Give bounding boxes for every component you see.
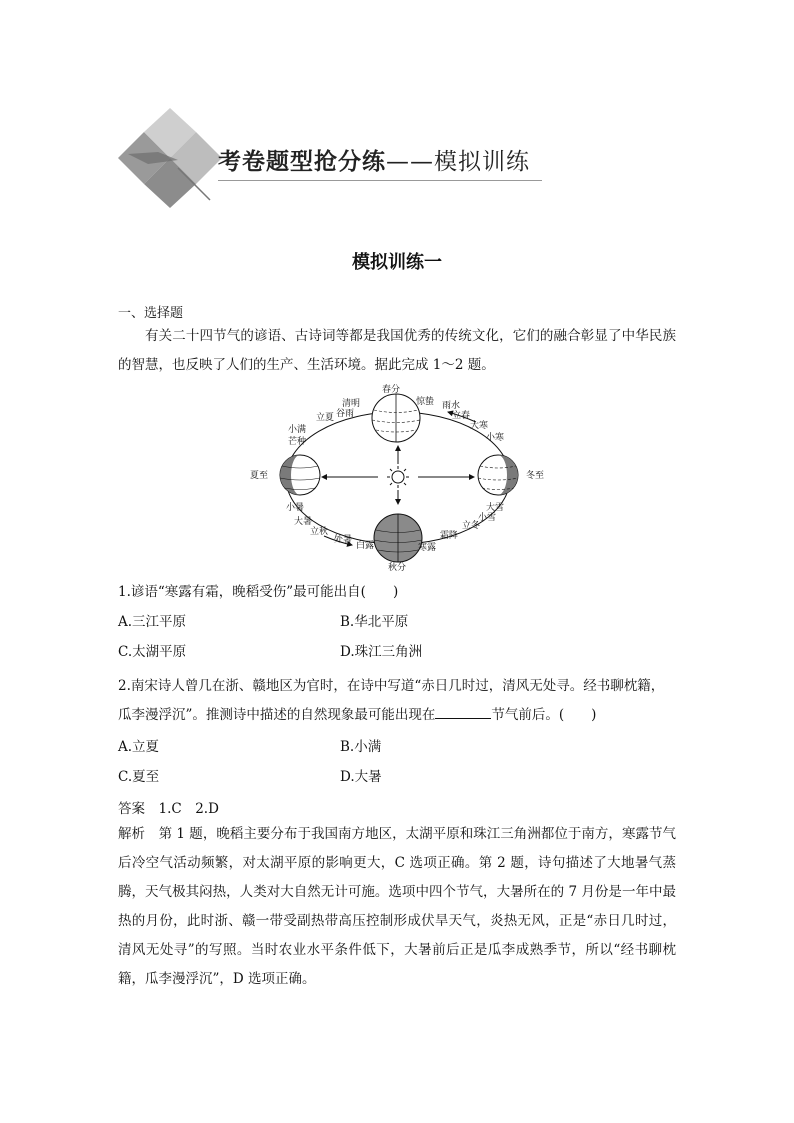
analysis-paragraph bbox=[118, 820, 676, 994]
term-xiaohan: 小寒 bbox=[486, 433, 505, 443]
term-xiaoshu: 小暑 bbox=[286, 503, 305, 513]
term-dongzhi: 冬至 bbox=[526, 471, 545, 481]
q2-stem-line2-a: 瓜李漫浮沉”。推测诗中描述的自然现象最可能出现在 bbox=[118, 707, 436, 723]
answer-label: 答案 bbox=[118, 801, 145, 817]
q1-stem: 1.谚语“寒露有霜，晚稻受伤”最可能出自( ) bbox=[118, 584, 399, 600]
earth-spring-equinox bbox=[372, 394, 420, 442]
term-chunfen: 春分 bbox=[382, 385, 401, 395]
intro-paragraph: 有关二十四节气的谚语、古诗词等都是我国优秀的传统文化，它们的融合彰显了中华民族的智慧，也反映了人们的生产、生活环境。据此完成 1～2 题。 bbox=[118, 328, 676, 373]
section-heading: 一、选择题 bbox=[118, 306, 184, 321]
q1-option-c[interactable]: C.太湖平原 bbox=[118, 644, 187, 660]
q1-option-a[interactable]: A.三江平原 bbox=[118, 614, 187, 630]
term-xiazhi: 夏至 bbox=[250, 471, 269, 481]
term-xiaoxue: 小雪 bbox=[478, 513, 497, 523]
earth-winter-solstice bbox=[478, 455, 518, 495]
term-qiufen: 秋分 bbox=[388, 563, 407, 572]
term-liqiu: 立秋 bbox=[310, 527, 329, 537]
term-shuangjiang: 霜降 bbox=[440, 531, 459, 541]
term-lichun: 立春 bbox=[452, 411, 471, 421]
q2-answer-blank bbox=[435, 704, 491, 719]
banner-title-light: 模拟训练 bbox=[434, 149, 530, 175]
solar-terms-orbit-diagram bbox=[240, 380, 560, 572]
analysis-text: 第 1 题，晚稻主要分布于我国南方地区，太湖平原和珠江三角洲都位于南方，寒露节气后冷空气活动频繁，对太湖平原的影响更大，C 选项正确。第 2 题，诗句描述了大地暑气蒸腾，天气极其闷热，人类对大自然无计可施。选项中四个节气，大暑所在的 7 月份是一年中最热的月份，此时浙、赣一带受副热带高压控制形成伏旱天气，炎热无风，正是“赤日几时过，清风无处寻”的写照。当时农业水平条件低下，大暑前后正是瓜李成熟季节，所以“经书聊枕籍，瓜李漫浮沉”，D 选项正确。 bbox=[118, 826, 677, 987]
q2-option-a[interactable]: A.立夏 bbox=[118, 739, 160, 755]
term-dashu: 大暑 bbox=[294, 517, 313, 527]
q2-option-d[interactable]: D.大暑 bbox=[340, 769, 382, 785]
term-lidong: 立冬 bbox=[462, 521, 481, 531]
term-xiaoman: 小满 bbox=[288, 425, 307, 435]
term-hanlu: 寒露 bbox=[418, 543, 437, 553]
q1-option-b[interactable]: B.华北平原 bbox=[340, 614, 409, 630]
earth-autumn-equinox bbox=[374, 514, 422, 562]
banner-decoration bbox=[118, 108, 228, 208]
q2-stem-line1: 2.南宋诗人曾几在浙、赣地区为官时，在诗中写道“赤日几时过，清风无处寻。经书聊枕籍， bbox=[118, 678, 665, 694]
term-dahan: 大寒 bbox=[470, 421, 489, 431]
analysis-label: 解析 bbox=[118, 826, 146, 842]
q2-option-b[interactable]: B.小满 bbox=[340, 739, 382, 755]
term-chushu: 处暑 bbox=[334, 535, 353, 545]
term-qingming: 清明 bbox=[342, 399, 361, 409]
banner-title bbox=[218, 143, 530, 176]
sun-icon bbox=[387, 466, 409, 488]
answer-text: 1.C 2.D bbox=[158, 801, 219, 817]
q2-option-c[interactable]: C.夏至 bbox=[118, 769, 160, 785]
term-mangzhong: 芒种 bbox=[288, 437, 307, 447]
banner-title-bold: 考卷题型抢分练 bbox=[218, 149, 386, 175]
banner-rule bbox=[218, 180, 542, 181]
term-yushui: 雨水 bbox=[442, 401, 461, 411]
page-title: 模拟训练一 bbox=[352, 252, 442, 273]
term-jingzhe: 惊蛰 bbox=[416, 397, 435, 407]
q1-option-d[interactable]: D.珠江三角洲 bbox=[340, 644, 423, 660]
term-bailu: 白露 bbox=[356, 541, 375, 551]
earth-summer-solstice bbox=[280, 455, 320, 495]
q2-stem-line2-b: 节气前后。( ) bbox=[491, 707, 597, 723]
answer-line bbox=[118, 797, 219, 817]
term-guyu: 谷雨 bbox=[336, 409, 355, 419]
banner-title-dash: —— bbox=[386, 149, 434, 175]
q2-stem-line2 bbox=[118, 703, 596, 723]
term-daxue: 大雪 bbox=[486, 503, 505, 513]
term-lixia: 立夏 bbox=[316, 413, 335, 423]
